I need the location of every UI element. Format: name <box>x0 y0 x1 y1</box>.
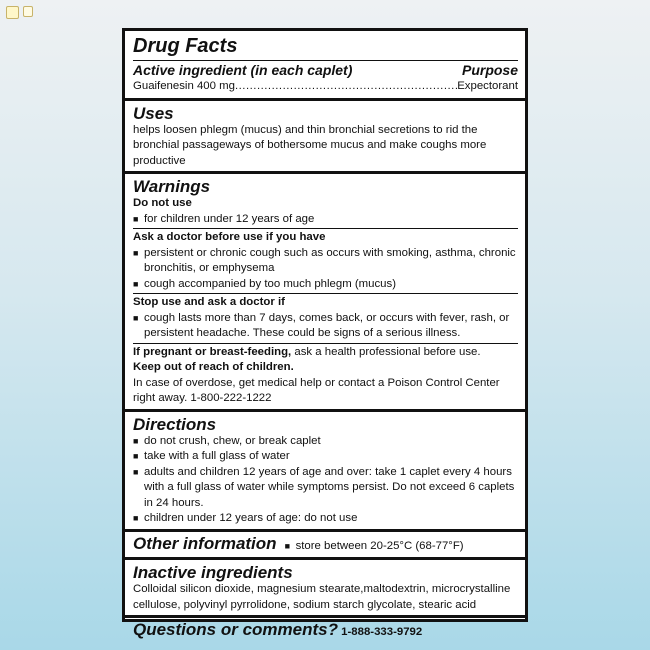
list-item: ■ take with a full glass of water <box>133 449 518 465</box>
questions-heading: Questions or comments? <box>133 620 338 639</box>
list-item: ■ store between 20-25°C (68-77°F) <box>285 539 464 555</box>
overdose-text: In case of overdose, get medical help or contact a Poison Control Center right away. 1-800-222-1222 <box>133 376 500 404</box>
bullet-icon: ■ <box>133 513 139 523</box>
uses-heading: Uses <box>133 103 174 123</box>
do-not-use-heading: Do not use <box>133 197 192 209</box>
other-information-section <box>125 532 525 561</box>
ingredient-purpose: Expectorant <box>457 80 518 92</box>
active-ingredient-section <box>125 31 525 101</box>
directions-section <box>125 412 525 532</box>
questions-phone: 1-888-333-9792 <box>341 626 423 638</box>
page-icon <box>23 6 33 17</box>
label-title: Drug Facts <box>133 35 238 57</box>
pregnancy-text: ask a health professional before use. <box>294 345 481 358</box>
divider <box>133 343 518 344</box>
bullet-icon: ■ <box>133 278 139 289</box>
list-item: ■ cough lasts more than 7 days, comes back, or occurs with fever, rash, or persistent headache. These could be signs of a serious illness. <box>133 311 518 342</box>
inactive-ingredients-section <box>125 560 525 618</box>
bullet-icon: ■ <box>133 247 139 258</box>
list-item: ■ do not crush, chew, or break caplet <box>133 434 518 450</box>
list-item: ■ persistent or chronic cough such as occurs with smoking, asthma, chronic bronchitis, or emphysema <box>133 246 518 277</box>
inactive-ingredients-heading: Inactive ingredients <box>133 563 293 582</box>
inactive-ingredients-text: Colloidal silicon dioxide, magnesium stearate,maltodextrin, microcrystalline cellulose, polyvinyl pyrrolidone, sodium starch glycolate, stearic acid <box>133 583 511 611</box>
bullet-icon: ■ <box>133 435 139 446</box>
list-item: ■ for children under 12 years of age <box>133 212 518 228</box>
active-ingredient-header <box>133 62 518 79</box>
bullet-icon: ■ <box>133 312 139 323</box>
active-ingredient-row <box>133 79 518 95</box>
list-item: ■ children under 12 years of age: do not use <box>133 511 518 527</box>
uses-text: helps loosen phlegm (mucus) and thin bronchial secretions to rid the bronchial passageways of bothersome mucus and make coughs more productive <box>133 123 487 167</box>
corner-icons <box>6 6 33 19</box>
keep-out-warning: Keep out of reach of children. <box>133 361 294 373</box>
warnings-section <box>125 174 525 412</box>
divider <box>133 293 518 294</box>
bullet-icon: ■ <box>284 540 290 551</box>
active-ingredient-heading: Active ingredient (in each caplet) <box>133 62 353 78</box>
other-information-row <box>133 534 518 555</box>
ask-doctor-heading: Ask a doctor before use if you have <box>133 231 326 243</box>
title-rule <box>133 60 518 61</box>
note-icon <box>6 6 19 19</box>
bullet-icon: ■ <box>133 466 139 477</box>
ingredient-name: Guaifenesin 400 mg <box>133 80 235 92</box>
drug-facts-label <box>122 28 528 639</box>
other-information-heading: Other information <box>133 533 277 553</box>
stop-use-heading: Stop use and ask a doctor if <box>133 296 285 308</box>
pregnancy-warning <box>133 345 518 361</box>
uses-section <box>125 101 525 175</box>
list-item: ■ cough accompanied by too much phlegm (mucus) <box>133 277 518 293</box>
leader-dots <box>235 79 457 95</box>
list-item: ■ adults and children 12 years of age and over: take 1 caplet every 4 hours with a full glass of water while symptoms persist. Do not exceed 6 caplets in 24 hours. <box>133 465 518 512</box>
warnings-heading: Warnings <box>133 177 211 196</box>
bullet-icon: ■ <box>133 213 139 224</box>
pregnancy-bold: If pregnant or breast-feeding, <box>133 345 292 358</box>
questions-section <box>125 618 525 643</box>
divider <box>133 228 518 229</box>
directions-heading: Directions <box>133 414 217 434</box>
bullet-icon: ■ <box>133 451 139 461</box>
purpose-heading: Purpose <box>461 62 518 78</box>
